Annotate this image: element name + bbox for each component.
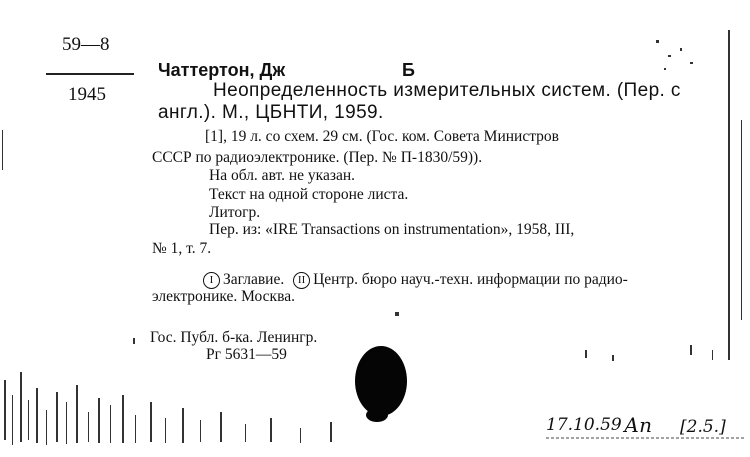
note-lithograph: Литогр. [209,204,261,221]
note-translation-line-1: Пер. из: «IRE Transactions on instrumentation», 1958, III, [209,221,575,238]
handwritten-date: 17.10.59 [546,415,622,435]
title-line-2: англ.). М., ЦБНТИ, 1959. [158,102,384,123]
note-author: На обл. авт. не указан. [209,167,356,184]
call-number: 59—8 [62,34,110,55]
collation-line-1: [1], 19 л. со схем. 29 см. (Гос. ком. Совета Министров [205,128,560,145]
author-name: Чаттертон, Дж [158,60,286,80]
handwritten-initials: Ап [624,413,653,437]
author-letter: Б [402,60,415,80]
tracing-number-one: I [203,272,220,289]
title-line-1: Неопределенность измерительных систем. (Пер. с [213,80,681,101]
tracing-number-two: II [293,272,310,289]
handwritten-code: [2.5.] [680,417,726,437]
note-one-side: Текст на одной стороне листа. [209,186,409,203]
accession-number: Рг 5631—59 [206,346,287,363]
year-code: 1945 [68,84,106,105]
collation-line-2: СССР по радиоэлектронике. (Пер. № П-1830/59)). [152,149,483,166]
tracing-corporate-line-1: Центр. бюро науч.-техн. информации по радио- [313,271,628,288]
library-name: Гос. Публ. б-ка. Ленингр. [150,329,318,346]
tracing-corporate-line-2: электронике. Москва. [152,288,295,305]
tracing-title: Заглавие. [223,271,285,288]
note-translation-line-2: № 1, т. 7. [152,240,212,257]
